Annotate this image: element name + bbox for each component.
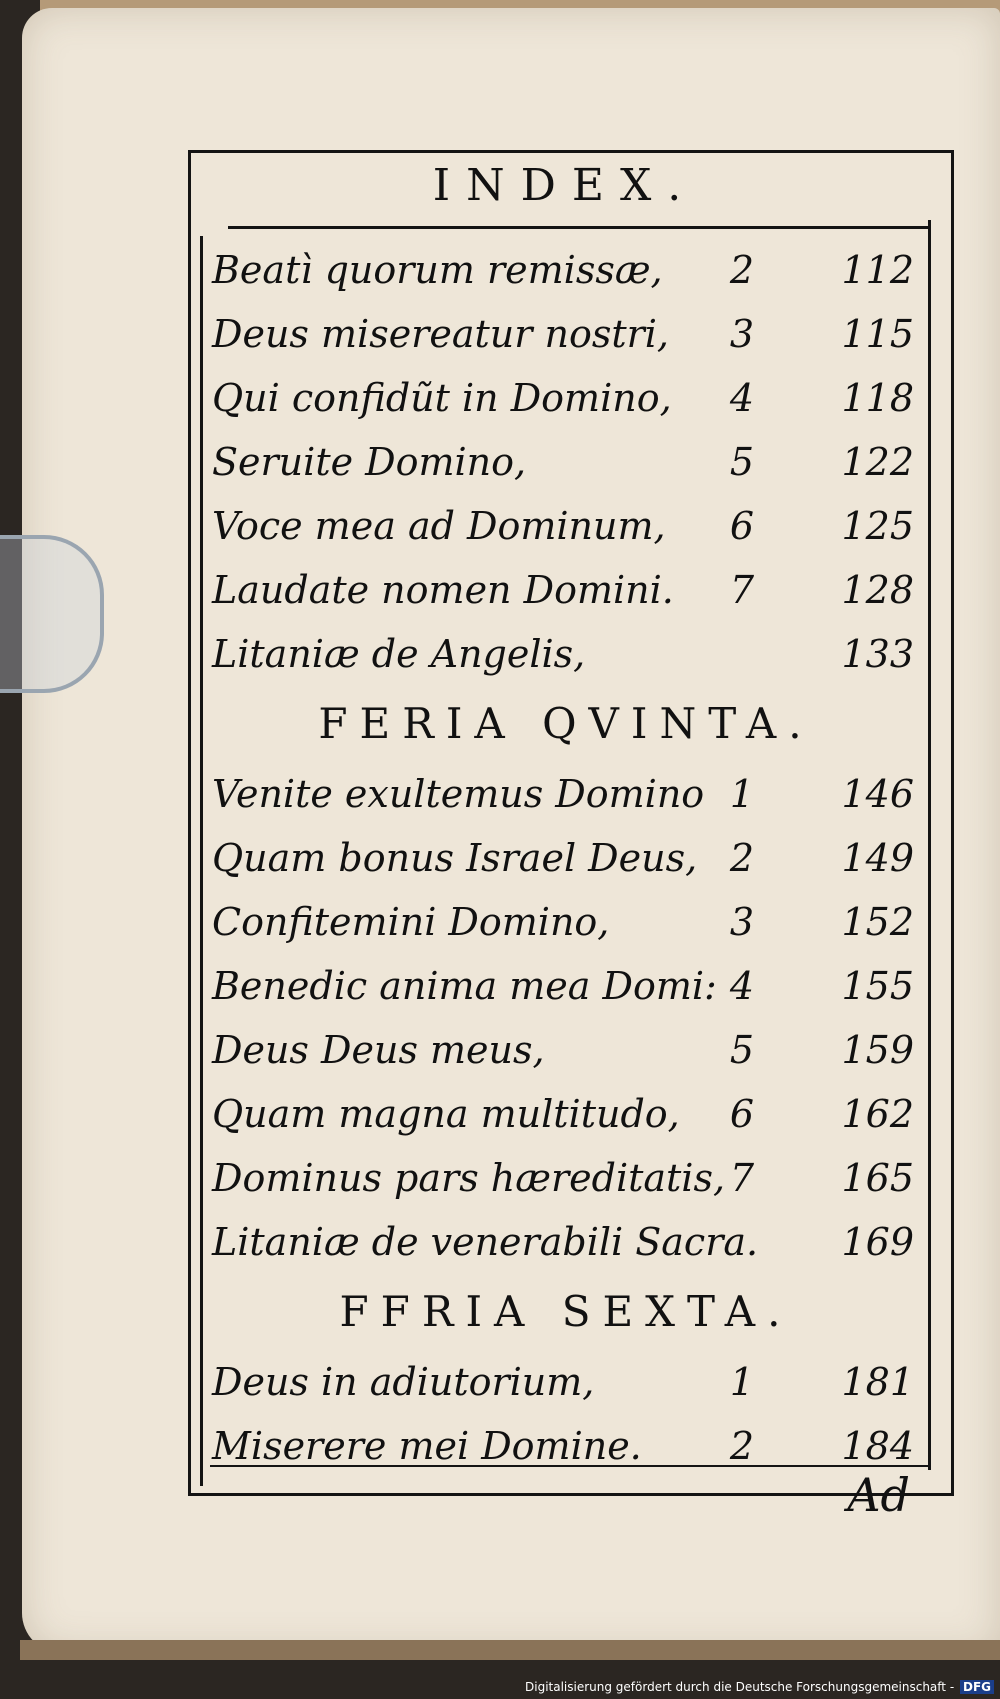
entry-title: Quam bonus Israel Deus,	[212, 836, 698, 880]
entry-page: 115	[841, 312, 914, 356]
entry-page: 122	[841, 440, 914, 484]
list-item	[212, 1018, 920, 1082]
dfg-logo: DFG	[960, 1680, 994, 1694]
frame-inner-right-rule	[928, 220, 931, 1470]
entry-title: Quam magna multitudo,	[212, 1092, 680, 1136]
list-item	[212, 366, 920, 430]
entry-number: 3	[729, 312, 755, 356]
entry-number: 1	[729, 772, 755, 816]
entry-title: Benedic anima mea Domi:	[212, 964, 717, 1008]
entry-title: Litaniæ de Angelis,	[212, 632, 586, 676]
page-title: INDEX.	[432, 160, 698, 211]
list-item	[212, 558, 920, 622]
entry-page: 146	[841, 772, 914, 816]
list-item	[212, 1350, 920, 1414]
list-item	[212, 622, 920, 686]
entry-title: Qui confidũt in Domino,	[212, 376, 672, 420]
entry-page: 162	[841, 1092, 914, 1136]
entry-title: Dominus pars hæreditatis,	[212, 1156, 726, 1200]
entry-number: 2	[729, 1424, 755, 1468]
entry-page: 125	[841, 504, 914, 548]
entry-number: 4	[729, 964, 755, 1008]
entry-number: 7	[729, 1156, 755, 1200]
section-heading: FERIA QVINTA.	[318, 699, 814, 748]
header-rule	[228, 226, 928, 229]
entry-title: Deus Deus meus,	[212, 1028, 545, 1072]
entry-page: 133	[841, 632, 914, 676]
entry-number: 3	[729, 900, 755, 944]
catchword: Ad	[847, 1468, 910, 1522]
entry-number: 5	[729, 440, 755, 484]
entry-page: 159	[841, 1028, 914, 1072]
entry-page: 165	[841, 1156, 914, 1200]
entry-number: 4	[729, 376, 755, 420]
entry-page: 118	[841, 376, 914, 420]
entry-title: Deus misereatur nostri,	[212, 312, 670, 356]
entry-page: 112	[841, 248, 914, 292]
entry-number: 7	[729, 568, 755, 612]
entry-title: Beatì quorum remissæ,	[212, 248, 663, 292]
entry-number: 6	[729, 1092, 755, 1136]
section-heading: FFRIA SEXTA.	[339, 1287, 793, 1336]
entry-page: 184	[841, 1424, 914, 1468]
entry-title: Litaniæ de venerabili Sacra.	[212, 1220, 759, 1264]
index-entries	[212, 238, 920, 1478]
entry-page: 152	[841, 900, 914, 944]
list-item	[212, 954, 920, 1018]
digitization-footer	[0, 1680, 994, 1694]
frame-inner-left-rule	[200, 236, 203, 1486]
entry-number: 6	[729, 504, 755, 548]
entry-number: 2	[729, 836, 755, 880]
list-item	[212, 890, 920, 954]
footer-text: Digitalisierung gefördert durch die Deutsche Forschungsgemeinschaft -	[525, 1680, 955, 1694]
entry-page: 181	[841, 1360, 914, 1404]
entry-number: 5	[729, 1028, 755, 1072]
list-item	[212, 302, 920, 366]
entry-title: Miserere mei Domine.	[212, 1424, 642, 1468]
list-item	[212, 826, 920, 890]
entry-number: 1	[729, 1360, 755, 1404]
list-item	[212, 494, 920, 558]
entry-title: Laudate nomen Domini.	[212, 568, 674, 612]
list-item	[212, 238, 920, 302]
list-item	[212, 1210, 920, 1274]
page-clip	[0, 535, 104, 693]
entry-page: 128	[841, 568, 914, 612]
page-edge-bottom	[20, 1640, 1000, 1660]
entry-title: Venite exultemus Domino	[212, 772, 705, 816]
entry-title: Confitemini Domino,	[212, 900, 610, 944]
list-item	[212, 1082, 920, 1146]
entry-title: Seruite Domino,	[212, 440, 527, 484]
entry-title: Voce mea ad Dominum,	[212, 504, 666, 548]
entry-page: 169	[841, 1220, 914, 1264]
list-item	[212, 762, 920, 826]
entry-title: Deus in adiutorium,	[212, 1360, 595, 1404]
list-item	[212, 430, 920, 494]
entry-page: 155	[841, 964, 914, 1008]
list-item	[212, 1146, 920, 1210]
entry-number: 2	[729, 248, 755, 292]
entry-page: 149	[841, 836, 914, 880]
